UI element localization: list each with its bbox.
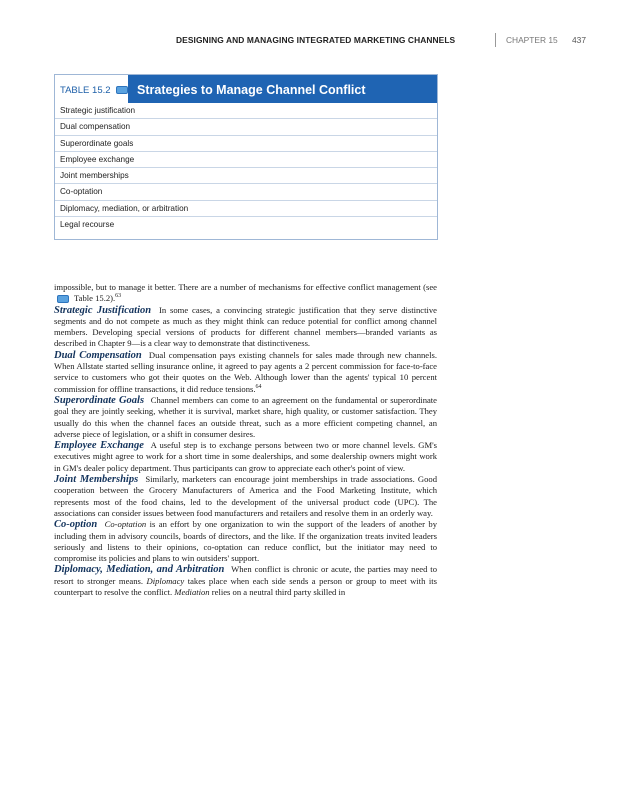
paragraph-joint-memberships [54,474,437,519]
endnote-63: 63 [115,293,122,300]
heading-dual-compensation: Dual Compensation [54,349,142,361]
table-label [55,75,128,103]
running-header [0,33,623,49]
term-diplomacy: Diplomacy [146,575,185,586]
table-row: Strategic justification [55,103,437,119]
table-row: Superordinate goals [55,136,437,152]
paragraph-strategic-justification [54,305,437,350]
heading-superordinate-goals: Superordinate Goals [54,394,145,406]
paragraph-diplomacy [54,564,437,598]
paragraph-superordinate-goals [54,395,437,440]
paragraph-text: Channel members can come to an agreement on the fundamental or superordinate goal they are jointly seeking, whether it is survival, market share, high quality, or customer satisfaction. They usually do this when the channel faces an outside threat, such as a more efficient competing channel, an adverse piece of legislation, or a shift in consumer desires. [54,394,438,439]
table-row: Legal recourse [60,220,115,230]
table-header [55,75,437,103]
intro-paragraph [54,282,437,305]
table-row: Dual compensation [55,119,437,135]
paragraph-dual-compensation [54,350,437,395]
blue-tag-icon [116,86,128,94]
endnote-64: 64 [255,383,262,390]
table-rows [55,103,437,233]
heading-employee-exchange: Employee Exchange [54,440,144,452]
table-row: Employee exchange [55,152,437,168]
table-15-2 [54,74,438,240]
heading-co-option: Co-option [54,519,98,531]
intro-text: impossible, but to manage it better. There are a number of mechanisms for effective conflict management (see [54,282,437,292]
heading-joint-memberships: Joint Memberships [54,474,139,486]
term-mediation: Mediation [174,587,210,598]
paragraph-text: A useful step is to exchange persons between two or more channel levels. GM's executives might agree to work for a short time in some dealerships, and some dealership owners might work in GM's dealer policy department. Thus participants can grow to appreciate each other's point of view. [54,440,437,473]
header-divider [495,33,496,47]
blue-tag-icon [57,295,69,303]
table-row: Joint memberships [55,168,437,184]
table-row: Diplomacy, mediation, or arbitration [55,201,437,217]
heading-strategic-justification: Strategic Justification [54,304,152,316]
heading-diplomacy: Diplomacy, Mediation, and Arbitration [54,564,225,576]
paragraph-text: Similarly, marketers can encourage joint memberships in trade associations. Good cooperation between the Grocery Manufacturers of America and the Food Marketing Institute, which represents most of the food chains, led to the development of the universal product code (UPC). The associations can consider issues between food manufacturers and retailers and resolve them in an orderly way. [54,474,438,518]
paragraph-text: Dual compensation pays existing channels for sales made through new channels. When Allstate started selling insurance online, it agreed to pay agents a 2 percent commission for face-to-face service to customers who got their quotes on the Web. Although lower than the agents' typical 10 percent commission for offline transactions, it did reduce tensions. [54,349,437,394]
paragraph-text: In some cases, a convincing strategic justification that they serve distinctive segments and do not compete as much as they might think can reduce potential for conflict among channel members. Developing special versions of products for different channel members—branded variants as described in Chapter 9—is a clear way to demonstrate that distinctiveness. [54,304,437,349]
page-number: 437 [572,35,586,45]
running-title: DESIGNING AND MANAGING INTEGRATED MARKETING CHANNELS [176,35,456,45]
body-text [54,282,437,598]
paragraph-text: takes place when each side sends a person or group to meet with its counterpart to resolve the conflict. [54,575,437,598]
table-row: Co-optation [55,184,437,200]
table-number: TABLE 15.2 [60,85,111,96]
paragraph-text: relies on a neutral third party skilled in [211,587,346,598]
paragraph-text: When conflict is chronic or acute, the parties may need to resort to stronger means. [54,564,437,586]
table-title: Strategies to Manage Channel Conflict [128,75,437,103]
paragraph-employee-exchange [54,440,437,474]
table-reference[interactable]: Table 15.2). [74,293,116,304]
chapter-label: CHAPTER 15 [506,35,558,45]
term-co-optation: Co-optation [104,519,147,530]
paragraph-co-option [54,519,437,564]
paragraph-text: is an effort by one organization to win the support of the leaders of another by including them in advisory councils, boards of directors, and the like. If the organization treats invited leaders seriously and listens to their opinions, co-optation can reduce conflict, but the initiator may need to compromise its policies and plans to win outsiders' support. [54,519,437,564]
